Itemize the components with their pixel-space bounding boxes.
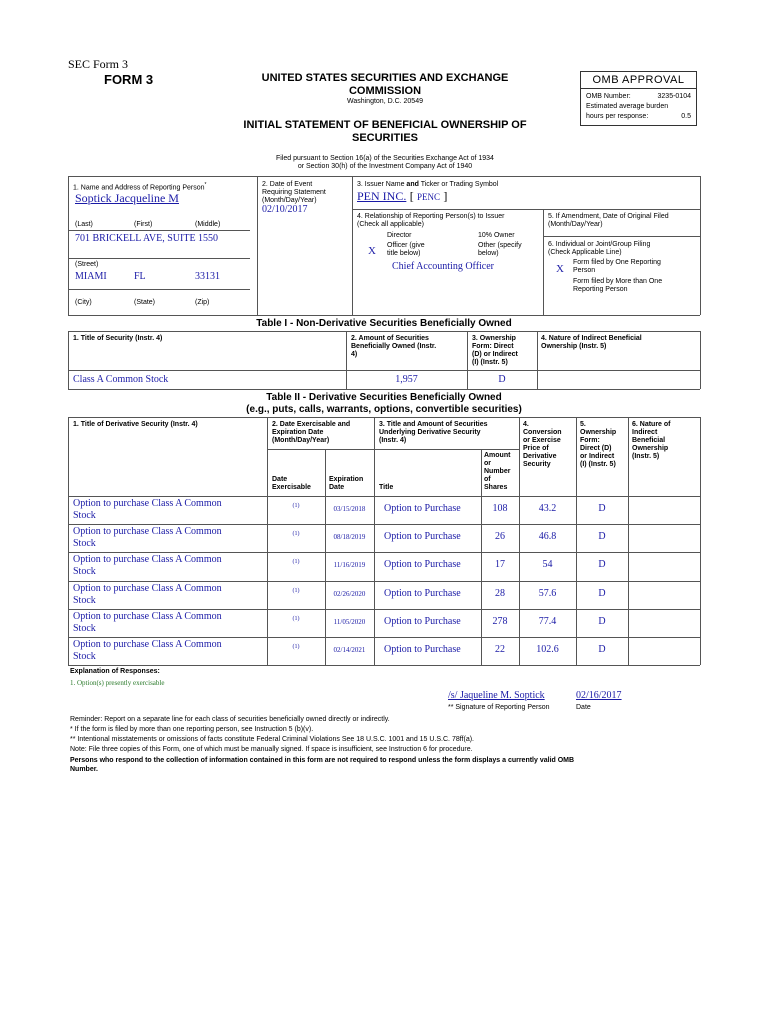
footer-note-file: Note: File three copies of this Form, one of which must be manually signed. If space is insufficient, see Instruction 6 for procedure.	[70, 746, 473, 753]
expiration-date: 02/14/2021	[333, 646, 366, 654]
table2-col-exercisable: Date Exercisable	[272, 476, 311, 491]
table2-col-nature: 6. Nature of Indirect Beneficial Ownership (Instr. 5)	[632, 421, 671, 460]
derivative-title: Option to purchase Class A Common Stock	[73, 498, 222, 521]
omb-approval-box	[580, 71, 697, 126]
officer-title-value: Chief Accounting Officer	[392, 261, 495, 272]
issuer-name-line: PEN INC. [ PENC ]	[357, 189, 448, 203]
ownership-form: D	[598, 531, 606, 543]
table2-col-price: 4. Conversion or Exercise Price of Derivative Security	[523, 421, 562, 468]
underlying-title: Option to Purchase	[384, 531, 461, 543]
last-label: (Last)	[75, 221, 93, 228]
date-exercisable: (1)	[292, 644, 300, 650]
agency-line1: UNITED STATES SECURITIES AND EXCHANGE	[261, 72, 509, 84]
derivative-title: Option to purchase Class A Common Stock	[73, 610, 222, 634]
omb-burden-label1: Estimated average burden	[586, 103, 669, 110]
exercise-price: 54	[542, 559, 553, 571]
omb-burden-row2	[581, 112, 696, 122]
explanation-note1: 1. Option(s) presently exercisable	[70, 679, 165, 687]
other-option: Other (specify below)	[478, 242, 522, 257]
table1-col-nature: 4. Nature of Indirect Beneficial Ownership (Instr. 5)	[541, 335, 642, 350]
ownership-form: D	[598, 559, 606, 571]
ownership-form: D	[598, 587, 606, 599]
table2-title: Table II - Derivative Securities Beneficially Owned (e.g., puts, calls, warrants, options, convertible securities)	[246, 392, 522, 415]
city-value: MIAMI	[75, 271, 107, 282]
table2-col-title: 1. Title of Derivative Security (Instr. 4)	[73, 421, 198, 428]
agency-line2: COMMISSION	[348, 85, 422, 97]
street-label: (Street)	[75, 261, 99, 268]
ownership-form: D	[598, 503, 606, 514]
statement-line2: SECURITIES	[351, 132, 418, 144]
middle-label: (Middle)	[195, 221, 221, 228]
event-date-label: 2. Date of Event Requiring Statement (Month/Day/Year)	[262, 181, 326, 204]
date-exercisable: (1)	[292, 559, 300, 566]
signature-name: /s/ Jaqueline M. Soptick	[448, 690, 545, 701]
footer-note-star: * If the form is filed by more than one reporting person, see Instruction 5 (b)(v).	[70, 726, 314, 733]
issuer-label: 3. Issuer Name and Ticker or Trading Symbol	[357, 181, 499, 188]
filed-line2: or Section 30(h) of the Investment Company Act of 1940	[297, 163, 473, 170]
derivative-title: Option to purchase Class A Common Stock	[73, 639, 222, 662]
table1-title: Table I - Non-Derivative Securities Beneficially Owned	[256, 318, 512, 329]
city-label: (City)	[75, 299, 92, 306]
first-label: (First)	[134, 221, 153, 228]
reporting-person-label: 1. Name and Address of Reporting Person*	[73, 182, 207, 192]
underlying-shares: 278	[492, 615, 508, 627]
reporting-person-name[interactable]: Soptick Jacqueline M	[75, 191, 179, 205]
omb-title: OMB APPROVAL	[581, 72, 696, 89]
underlying-shares: 28	[495, 587, 505, 599]
form-title: FORM 3	[104, 72, 154, 87]
underlying-shares: 26	[495, 531, 505, 543]
zip-value: 33131	[195, 271, 220, 282]
underlying-title: Option to Purchase	[384, 559, 461, 571]
omb-number-value: 3235-0104	[657, 93, 691, 100]
table1-col-form: 3. Ownership Form: Direct (D) or Indirect (I) (Instr. 5)	[472, 335, 518, 366]
underlying-title: Option to Purchase	[384, 644, 461, 655]
exercise-price: 77.4	[538, 615, 557, 627]
date-exercisable: (1)	[292, 531, 300, 538]
omb-burden-row1	[581, 102, 696, 112]
signature-caption: ** Signature of Reporting Person	[448, 704, 550, 711]
derivative-title: Option to purchase Class A Common Stock	[73, 526, 222, 550]
derivative-title: Option to purchase Class A Common Stock	[73, 554, 222, 578]
table2-col-dates: 2. Date Exercisable and Expiration Date (Month/Day/Year)	[272, 421, 351, 444]
group-filing-label: 6. Individual or Joint/Group Filing (Check Applicable Line)	[548, 241, 651, 256]
table1-col-title: 1. Title of Security (Instr. 4)	[73, 335, 163, 342]
derivative-title: Option to purchase Class A Common Stock	[73, 582, 222, 606]
ten-pct-owner-option: 10% Owner	[478, 232, 515, 239]
ownership-form: D	[598, 615, 606, 627]
officer-check-mark: X	[368, 245, 376, 257]
omb-burden-value: 0.5	[681, 113, 691, 120]
issuer-name[interactable]: PEN INC.	[357, 189, 407, 203]
exercise-price: 43.2	[538, 503, 557, 514]
omb-number-row	[581, 92, 696, 102]
expiration-date: 03/15/2018	[333, 505, 366, 513]
one-person-check-mark: X	[556, 263, 564, 275]
underlying-title: Option to Purchase	[384, 503, 461, 514]
state-label: (State)	[134, 299, 156, 306]
underlying-title: Option to Purchase	[384, 587, 461, 599]
underlying-shares: 17	[495, 559, 505, 571]
omb-burden-label2: hours per response:	[586, 113, 649, 120]
table2-col-expiration: Expiration Date	[329, 476, 364, 491]
agency-title	[215, 72, 555, 98]
table1-row-form: D	[498, 374, 506, 385]
table2-col-shares: Amount or Number of Shares	[484, 452, 511, 491]
footer-reminder: Reminder: Report on a separate line for each class of securities beneficially owned directly or indirectly.	[70, 716, 390, 723]
exercise-price: 46.8	[538, 531, 557, 543]
date-exercisable: (1)	[292, 587, 300, 594]
footer-notes	[70, 715, 710, 774]
underlying-shares: 22	[495, 644, 505, 655]
one-person-option: Form filed by One Reporting Person	[573, 259, 661, 274]
exercise-price: 102.6	[536, 644, 559, 655]
underlying-shares: 108	[492, 503, 508, 514]
ownership-form: D	[598, 644, 606, 655]
event-date-value: 02/10/2017	[262, 204, 308, 215]
signature-date-caption: Date	[576, 704, 591, 711]
date-exercisable: (1)	[292, 503, 300, 509]
table2-col-form: 5. Ownership Form: Direct (D) or Indirect (I) (Instr. 5)	[580, 421, 617, 468]
statement-title	[195, 119, 575, 145]
filed-line1: Filed pursuant to Section 16(a) of the Securities Exchange Act of 1934	[276, 155, 494, 162]
issuer-ticker: PENC	[417, 192, 441, 202]
expiration-date: 02/26/2020	[333, 589, 366, 598]
expiration-date: 11/16/2019	[333, 561, 366, 570]
officer-option: Officer (give title below)	[387, 242, 425, 257]
zip-label: (Zip)	[195, 299, 210, 306]
sec-form-label: SEC Form 3	[68, 57, 129, 71]
expiration-date: 11/05/2020	[333, 617, 366, 626]
filed-pursuant	[195, 155, 575, 171]
table2-col-underlying-title: Title	[379, 484, 394, 491]
more-person-option: Form filed by More than One Reporting Person	[573, 278, 663, 293]
exercise-price: 57.6	[538, 587, 557, 599]
omb-number-label: OMB Number:	[586, 93, 631, 100]
date-exercisable: (1)	[292, 615, 300, 622]
explanation-heading: Explanation of Responses:	[70, 668, 160, 675]
table1-row-title: Class A Common Stock	[73, 374, 169, 385]
expiration-date: 08/18/2019	[333, 533, 366, 542]
footer-omb-notice: Persons who respond to the collection of information contained in this form are not required to respond unless the form displays a currently valid OMB Number.	[70, 757, 575, 773]
footer-note-double: ** Intentional misstatements or omissions of facts constitute Federal Criminal Violations See 18 U.S.C. 1001 and 15 U.S.C. 78ff(a).	[70, 736, 474, 743]
street-address: 701 BRICKELL AVE, SUITE 1550	[75, 233, 219, 244]
signature-date: 02/16/2017	[576, 690, 622, 701]
table1-row-amount: 1,957	[395, 374, 418, 385]
state-value: FL	[134, 271, 146, 282]
underlying-title: Option to Purchase	[384, 615, 461, 627]
amendment-label: 5. If Amendment, Date of Original Filed (Month/Day/Year)	[548, 213, 669, 228]
director-option: Director	[387, 232, 412, 239]
table2-col-underlying: 3. Title and Amount of Securities Underlying Derivative Security (Instr. 4)	[379, 421, 488, 444]
relationship-label: 4. Relationship of Reporting Person(s) to Issuer (Check all applicable)	[357, 213, 505, 228]
agency-address: Washington, D.C. 20549	[346, 98, 423, 105]
table1-col-amount: 2. Amount of Securities Beneficially Owned (Instr. 4)	[351, 335, 437, 358]
statement-line1: INITIAL STATEMENT OF BENEFICIAL OWNERSHIP OF	[243, 119, 527, 131]
